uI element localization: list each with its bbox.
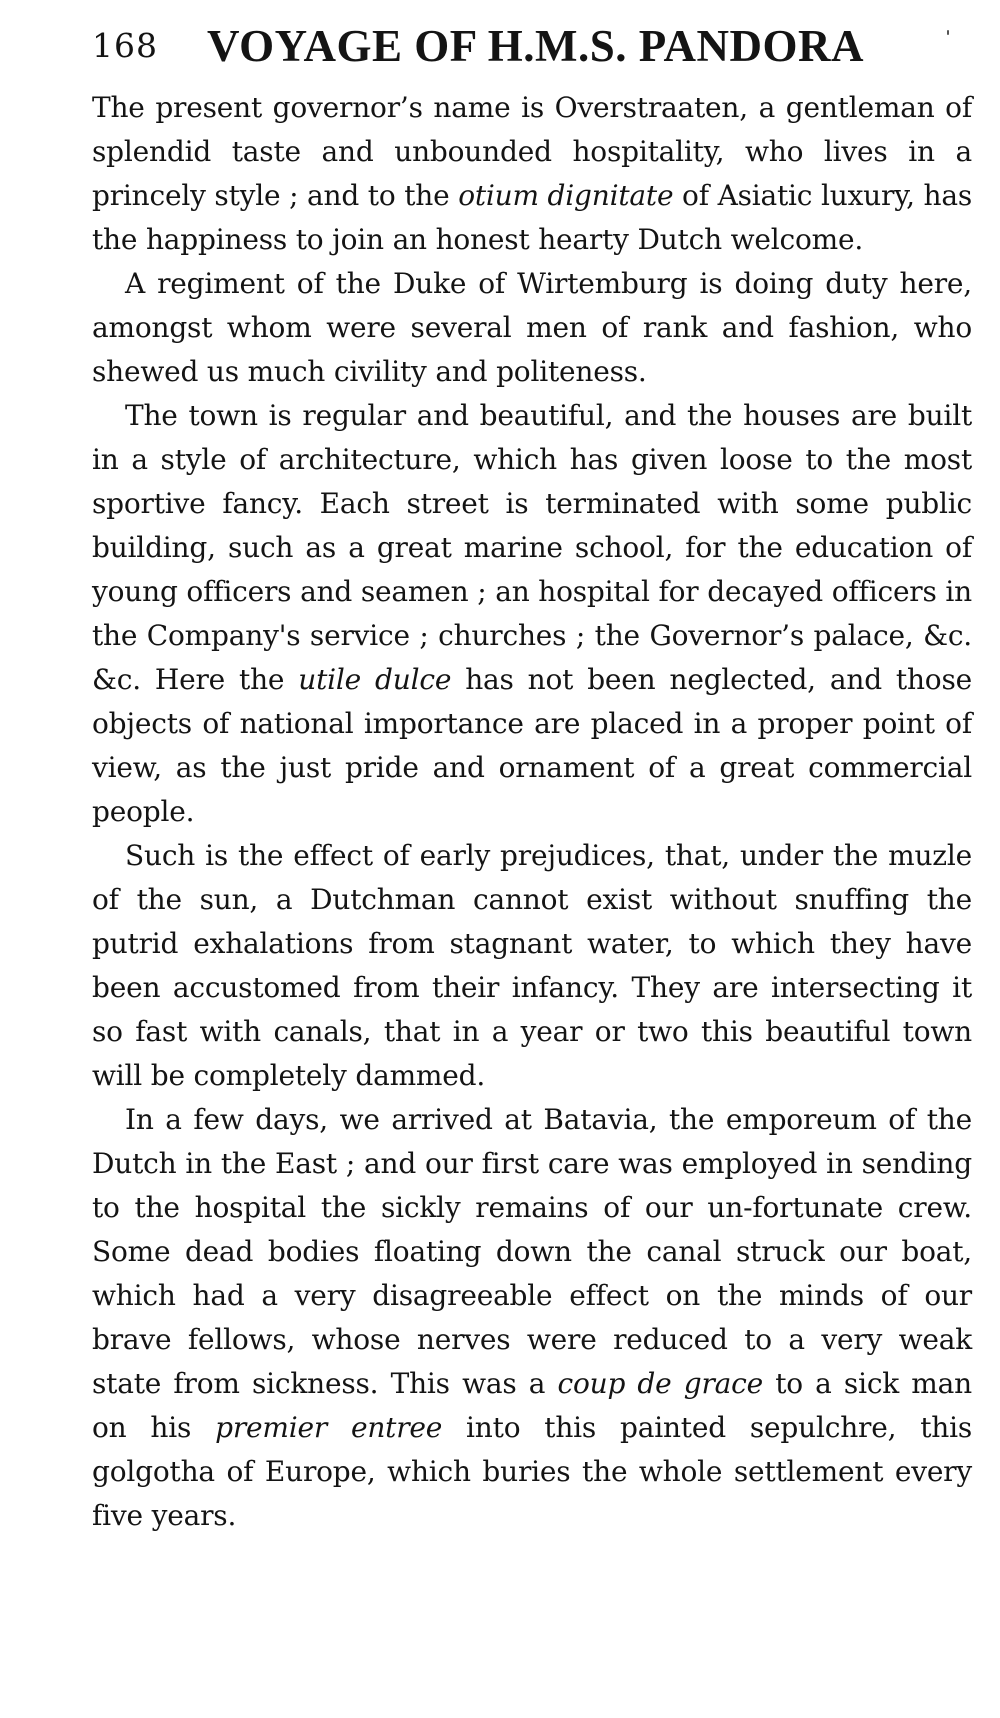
paragraph-regiment: A regiment of the Duke of Wirtemburg is doing duty here, amongst whom were several men of rank and fashion, who shewed us much civility and politeness.: [92, 267, 972, 388]
body-text: [92, 86, 972, 1538]
paragraph-governor: The present governor’s name is Overstraaten, a gentleman of splendid taste and unbounded hospitality, who lives in a princely style ; and to the otium dignitate of Asiatic luxury, has the happiness to join an honest hearty Dutch welcome.: [92, 91, 973, 256]
ink-speck: [947, 30, 949, 35]
italic-phrase: coup de grace: [557, 1367, 763, 1400]
paragraph-town: The town is regular and beautiful, and the houses are built in a style of architecture, which has given loose to the most sportive fancy. Each street is terminated with some public building, such as a great marine school, for the education of young officers and seamen ; an hospital for decayed officers in the Company's service ; churches ; the Governor’s palace, &c. &c. Here the utile dulce has not been neglected, and those objects of national importance are placed in a proper point of view, as the just pride and ornament of a great commercial people.: [92, 399, 972, 828]
paragraph-batavia: In a few days, we arrived at Batavia, the emporeum of the Dutch in the East ; and our first care was employed in sending to the hospital the sickly remains of our un-fortunate crew. Some dead bodies floating down the canal struck our boat, which had a very disagreeable effect on the minds of our brave fellows, whose nerves were reduced to a very weak state from sickness. This was a coup de grace to a sick man on his premier entree into this painted sepulchre, this golgotha of Europe, which buries the whole settlement every five years.: [92, 1103, 973, 1532]
paragraph-prejudices: Such is the effect of early prejudices, that, under the muzle of the sun, a Dutchman cannot exist without snuffing the putrid exhalations from stagnant water, to which they have been accustomed from their infancy. They are intersecting it so fast with canals, that in a year or two this beautiful town will be completely dammed.: [92, 839, 972, 1092]
page-header: [92, 20, 952, 70]
italic-phrase: premier entree: [215, 1411, 443, 1444]
italic-phrase: utile dulce: [298, 663, 452, 696]
page-number: 168: [92, 26, 158, 65]
running-title: VOYAGE OF H.M.S. PANDORA: [207, 21, 864, 71]
italic-phrase: otium dignitate: [458, 179, 674, 212]
